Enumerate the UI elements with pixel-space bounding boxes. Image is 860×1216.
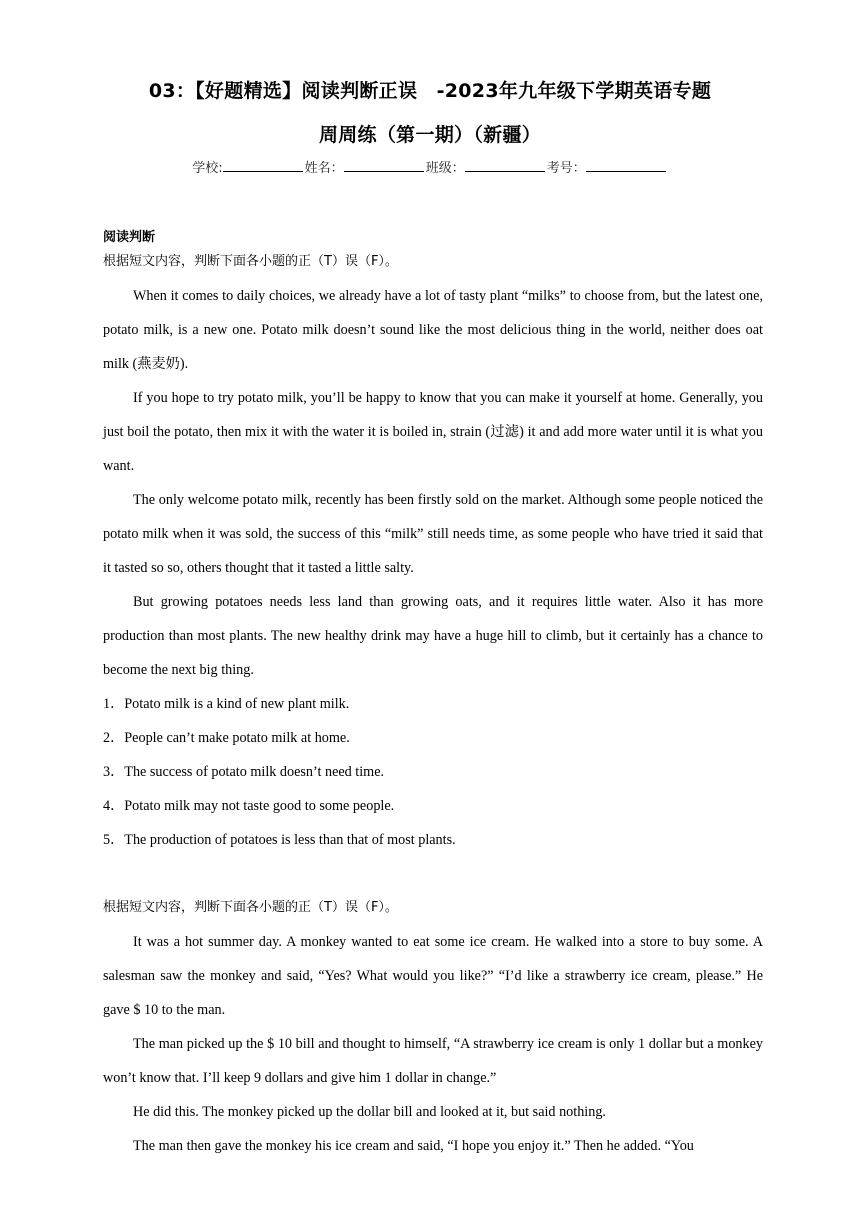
passage1-paragraph: If you hope to try potato milk, you’ll be happy to know that you can make it yourself at home. Generally, you just boil the potato, then mix it with the water it is boiled in, strain (过滤) it and add more water until it is what you want.	[103, 390, 763, 474]
name-label: 姓名：	[304, 161, 344, 176]
name-blank[interactable]	[344, 159, 424, 172]
passage2-paragraph: The man then gave the monkey his ice cream and said, “I hope you enjoy it.” Then he added. “You	[133, 1138, 694, 1154]
school-blank[interactable]	[223, 159, 303, 172]
passage2-paragraph: It was a hot summer day. A monkey wanted to eat some ice cream. He walked into a store to buy some. A salesman saw the monkey and said, “Yes? What would you like?” “I’d like a strawberry ice cream, please.” He gave $ 10 to the man.	[103, 934, 763, 1018]
section-heading: 阅读判断	[103, 230, 156, 245]
question-item: 2．People can’t make potato milk at home.	[103, 730, 350, 746]
passage2-instruction: 根据短文内容，判断下面各小题的正（T）误（F）。	[103, 900, 398, 915]
document-title-line1: 03：【好题精选】阅读判断正误 -2023年九年级下学期英语专题	[148, 80, 712, 102]
class-blank[interactable]	[465, 159, 545, 172]
number-blank[interactable]	[586, 159, 666, 172]
passage1-instruction: 根据短文内容，判断下面各小题的正（T）误（F）。	[103, 254, 398, 269]
passage2-paragraph: He did this. The monkey picked up the dollar bill and looked at it, but said nothing.	[133, 1104, 606, 1120]
student-info-line	[0, 157, 860, 176]
school-label: 学校:	[192, 161, 223, 176]
passage2-paragraph: The man picked up the $ 10 bill and thought to himself, “A strawberry ice cream is only 1 dollar but a monkey won’t know that. I’ll keep 9 dollars and give him 1 dollar in change.”	[103, 1036, 763, 1086]
question-item: 3．The success of potato milk doesn’t need time.	[103, 764, 385, 780]
passage1-paragraph: When it comes to daily choices, we already have a lot of tasty plant “milks” to choose from, but the latest one, potato milk, is a new one. Potato milk doesn’t sound like the most delicious thing in the world, neither does oat milk (燕麦奶).	[103, 288, 763, 372]
passage1-paragraph: But growing potatoes needs less land than growing oats, and it requires little water. Also it has more production than most plants. The new healthy drink may have a huge hill to climb, but it certainly has a chance to become the next big thing.	[103, 594, 763, 678]
document-body	[103, 245, 763, 1163]
document-title-line2: 周周练（第一期）（新疆）	[318, 124, 542, 146]
number-label: 考号：	[546, 161, 586, 176]
passage1-paragraph: The only welcome potato milk, recently has been firstly sold on the market. Although some people noticed the potato milk when it was sold, the success of this “milk” still needs time, as some people who have tried it said that it tasted so so, others thought that it tasted a little salty.	[103, 492, 763, 576]
question-item: 5．The production of potatoes is less than that of most plants.	[103, 832, 456, 848]
spacer	[103, 857, 763, 891]
class-label: 班级：	[425, 161, 465, 176]
question-item: 4．Potato milk may not taste good to some people.	[103, 798, 395, 814]
question-item: 1．Potato milk is a kind of new plant milk.	[103, 696, 350, 712]
